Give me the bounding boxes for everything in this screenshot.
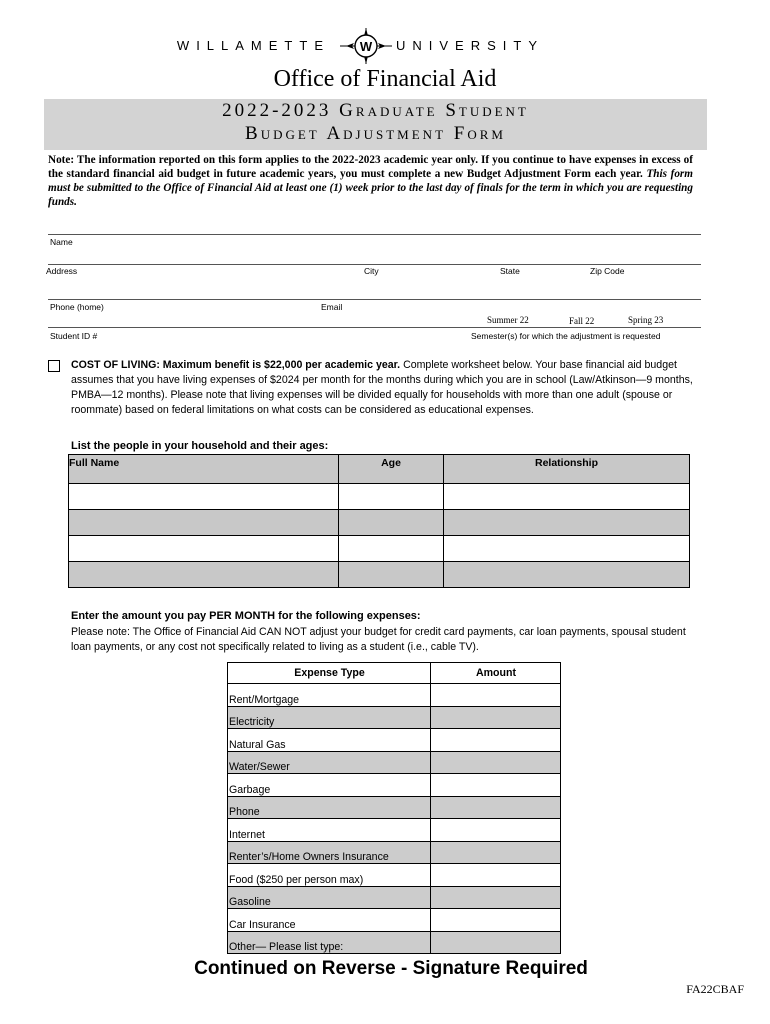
table-row <box>228 706 561 729</box>
instructions-note <box>48 153 693 209</box>
expense-label: Other— Please list type: <box>228 931 431 954</box>
logo-wordmark-right: UNIVERSITY <box>396 38 545 53</box>
university-logo <box>0 34 770 64</box>
household-caption: List the people in your household and their ages: <box>71 440 329 452</box>
column-header-expense-type: Expense Type <box>228 663 431 684</box>
city-label: City <box>364 266 379 276</box>
expense-amount-cell[interactable] <box>431 819 561 842</box>
cost-of-living-description <box>71 358 696 418</box>
expense-amount-cell[interactable] <box>431 729 561 752</box>
household-relationship-cell[interactable] <box>444 510 690 536</box>
expense-label: Electricity <box>228 706 431 729</box>
name-label: Name <box>50 237 73 247</box>
table-row <box>228 729 561 752</box>
column-header-age: Age <box>339 455 444 484</box>
table-row <box>228 931 561 954</box>
form-title-band <box>44 99 707 150</box>
phone-email-field[interactable] <box>48 327 701 328</box>
column-header-full-name: Full Name <box>69 455 339 484</box>
expense-label: Internet <box>228 819 431 842</box>
expense-label: Phone <box>228 796 431 819</box>
expense-amount-cell[interactable] <box>431 841 561 864</box>
table-header-row <box>228 663 561 684</box>
expense-label: Rent/Mortgage <box>228 684 431 707</box>
column-header-amount: Amount <box>431 663 561 684</box>
household-relationship-cell[interactable] <box>444 536 690 562</box>
compass-w-emblem-icon <box>340 28 392 64</box>
table-row <box>228 819 561 842</box>
household-relationship-cell[interactable] <box>444 484 690 510</box>
table-row <box>69 484 690 510</box>
note-text: Note: The information reported on this form applies to the 2022-2023 academic year only. If you continue to have expenses in excess of the standard financial aid budget in future academic years, you must complete a new Budget Adjustment Form each year. <box>48 154 693 180</box>
expense-label: Garbage <box>228 774 431 797</box>
form-code: FA22CBAF <box>686 982 744 996</box>
expense-amount-cell[interactable] <box>431 684 561 707</box>
expense-label: Natural Gas <box>228 729 431 752</box>
column-header-relationship: Relationship <box>444 455 690 484</box>
office-title: Office of Financial Aid <box>273 66 497 92</box>
household-age-cell[interactable] <box>339 562 444 588</box>
table-header-row <box>69 455 690 484</box>
expense-amount-cell[interactable] <box>431 886 561 909</box>
address-label: Address <box>46 266 78 276</box>
name-field[interactable] <box>48 264 701 265</box>
table-row <box>228 796 561 819</box>
logo-wordmark-left: WILLAMETTE <box>176 38 330 53</box>
semester-summer[interactable]: Summer 22 <box>487 315 529 325</box>
note-emphasis: This form must be submitted to the Office of Financial Aid at least one (1) week prior to the last day of finals for the term in which you are requesting funds. <box>48 168 693 208</box>
expense-amount-cell[interactable] <box>431 909 561 932</box>
household-relationship-cell[interactable] <box>444 562 690 588</box>
expense-label: Food ($250 per person max) <box>228 864 431 887</box>
table-row <box>69 562 690 588</box>
zip-label: Zip Code <box>590 266 625 276</box>
monthly-expenses-note: Please note: The Office of Financial Aid CAN NOT adjust your budget for credit card payments, car loan payments, spousal student loan payments, or any cost not specifically related to living as a student (i.e., cable TV). <box>71 626 686 653</box>
field-divider <box>48 234 701 235</box>
household-name-cell[interactable] <box>69 510 339 536</box>
household-age-cell[interactable] <box>339 484 444 510</box>
expense-amount-cell[interactable] <box>431 706 561 729</box>
cost-of-living-body: Complete worksheet below. Your base financial aid budget assumes that you have living expenses of $2024 per month for the months during which you are in school (Law/Atkinson—9 months, PMBA—12 months). Please note that living expenses will be divided equally for households with more than one adult (spouse or roommate) based on federal limitations on what costs can be considered as educational expenses. <box>71 359 693 416</box>
state-label: State <box>500 266 520 276</box>
expense-amount-cell[interactable] <box>431 864 561 887</box>
logo-letter: W <box>359 39 373 54</box>
expense-label: Gasoline <box>228 886 431 909</box>
expense-amount-cell[interactable] <box>431 931 561 954</box>
address-field[interactable] <box>48 299 701 300</box>
expense-label: Water/Sewer <box>228 751 431 774</box>
table-row <box>228 841 561 864</box>
expense-label: Renter’s/Home Owners Insurance <box>228 841 431 864</box>
phone-label: Phone (home) <box>50 302 104 312</box>
email-label: Email <box>321 302 343 312</box>
semester-fall[interactable]: Fall 22 <box>569 316 595 326</box>
household-name-cell[interactable] <box>69 536 339 562</box>
student-id-label: Student ID # <box>50 331 98 341</box>
expense-amount-cell[interactable] <box>431 774 561 797</box>
semester-caption: Semester(s) for which the adjustment is requested <box>471 331 661 341</box>
household-name-cell[interactable] <box>69 562 339 588</box>
cost-of-living-checkbox[interactable] <box>48 360 60 372</box>
table-row <box>228 751 561 774</box>
table-row <box>228 864 561 887</box>
expense-label: Car Insurance <box>228 909 431 932</box>
table-row <box>228 886 561 909</box>
form-title-line-1: 2022-2023 Graduate Student <box>222 100 529 121</box>
cost-of-living-heading: COST OF LIVING: Maximum benefit is $22,000 per academic year. <box>71 359 401 371</box>
household-age-cell[interactable] <box>339 510 444 536</box>
semester-spring[interactable]: Spring 23 <box>628 315 664 325</box>
monthly-expenses-caption: Enter the amount you pay PER MONTH for the following expenses: <box>71 610 421 622</box>
table-row <box>228 909 561 932</box>
household-table <box>68 454 690 588</box>
table-row <box>228 684 561 707</box>
household-age-cell[interactable] <box>339 536 444 562</box>
expense-amount-cell[interactable] <box>431 751 561 774</box>
continued-notice: Continued on Reverse - Signature Required <box>194 958 588 979</box>
table-row <box>228 774 561 797</box>
expense-table <box>227 662 561 954</box>
expense-amount-cell[interactable] <box>431 796 561 819</box>
table-row <box>69 536 690 562</box>
form-title-line-2: Budget Adjustment Form <box>245 123 506 144</box>
household-name-cell[interactable] <box>69 484 339 510</box>
table-row <box>69 510 690 536</box>
